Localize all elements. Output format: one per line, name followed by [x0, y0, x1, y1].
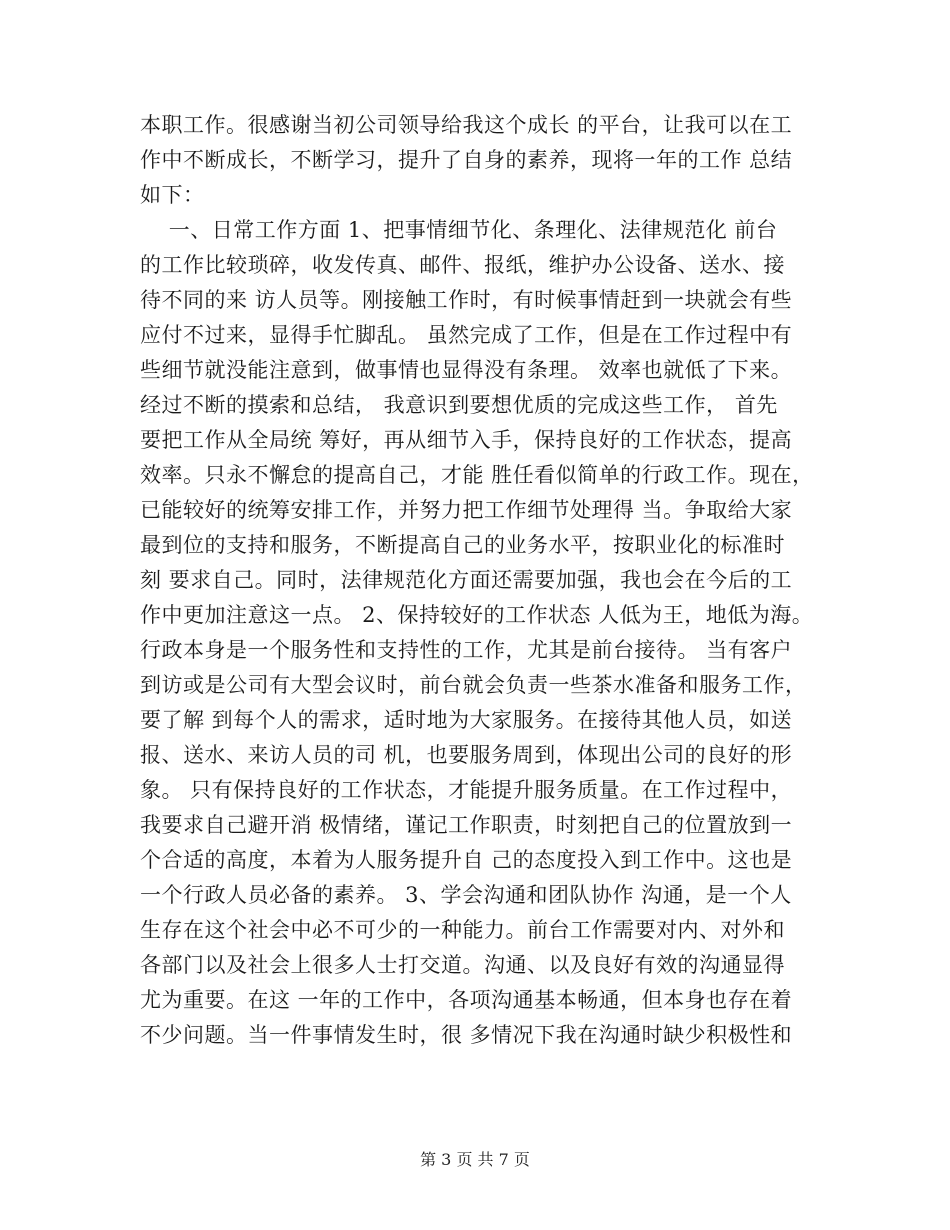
text-line: 经过不断的摸索和总结， 我意识到要想优质的完成这些工作， 首先 — [140, 393, 778, 417]
text-line: 一个行政人员必备的素养。 3、学会沟通和团队协作 沟通，是一个人 — [140, 883, 792, 907]
text-line: 我要求自己避开消 极情绪，谨记工作职责，时刻把自己的位置放到一 — [140, 813, 793, 837]
text-line: 最到位的支持和服务，不断提高自己的业务水平，按职业化的标准时 — [140, 533, 785, 557]
text-line: 本职工作。很感谢当初公司领导给我这个成长 的平台，让我可以在工 — [140, 113, 793, 137]
text-line: 各部门以及社会上很多人士打交道。沟通、以及良好有效的沟通显得 — [140, 953, 785, 977]
text-line: 效率。只永不懈怠的提高自己，才能 胜任看似简单的行政工作。现在， — [140, 463, 814, 487]
text-line: 已能较好的统筹安排工作，并努力把工作细节处理得 当。争取给大家 — [140, 498, 793, 522]
text-line: 要把工作从全局统 筹好，再从细节入手，保持良好的工作状态，提高 — [140, 428, 793, 452]
page-number-footer: 第 3 页 共 7 页 — [420, 1150, 530, 1169]
text-line: 作中不断成长，不断学习，提升了自身的素养，现将一年的工作 总结 — [140, 148, 793, 172]
text-line: 作中更加注意这一点。 2、保持较好的工作状态 人低为王，地低为海。 — [140, 603, 814, 627]
text-line: 个合适的高度，本着为人服务提升自 己的态度投入到工作中。这也是 — [140, 848, 793, 872]
body-text — [140, 108, 830, 1053]
text-line: 刻 要求自己。同时，法律规范化方面还需要加强，我也会在今后的工 — [140, 568, 793, 592]
text-line: 不少问题。当一件事情发生时，很 多情况下我在沟通时缺少积极性和 — [140, 1023, 793, 1047]
text-line: 报、送水、来访人员的司 机，也要服务周到，体现出公司的良好的形 — [140, 743, 793, 767]
text-line: 象。 只有保持良好的工作状态，才能提升服务质量。在工作过程中， — [140, 778, 793, 802]
text-line: 生存在这个社会中必不可少的一种能力。前台工作需要对内、对外和 — [140, 918, 785, 942]
text-line: 到访或是公司有大型会议时，前台就会负责一些茶水准备和服务工作， — [140, 673, 807, 697]
text-line: 待不同的来 访人员等。刚接触工作时，有时候事情赶到一块就会有些 — [140, 288, 793, 312]
text-line: 些细节就没能注意到，做事情也显得没有条理。 效率也就低了下来。 — [140, 358, 793, 382]
text-line: 如下： — [140, 183, 205, 207]
text-line: 要了解 到每个人的需求，适时地为大家服务。在接待其他人员，如送 — [140, 708, 793, 732]
text-line: 一、日常工作方面 1、把事情细节化、条理化、法律规范化 前台 — [140, 218, 778, 242]
text-line: 的工作比较琐碎，收发传真、邮件、报纸，维护办公设备、送水、接 — [140, 253, 785, 277]
text-line: 尤为重要。在这 一年的工作中，各项沟通基本畅通，但本身也存在着 — [140, 988, 793, 1012]
text-line: 应付不过来，显得手忙脚乱。 虽然完成了工作，但是在工作过程中有 — [140, 323, 793, 347]
text-line: 行政本身是一个服务性和支持性的工作，尤其是前台接待。 当有客户 — [140, 638, 793, 662]
